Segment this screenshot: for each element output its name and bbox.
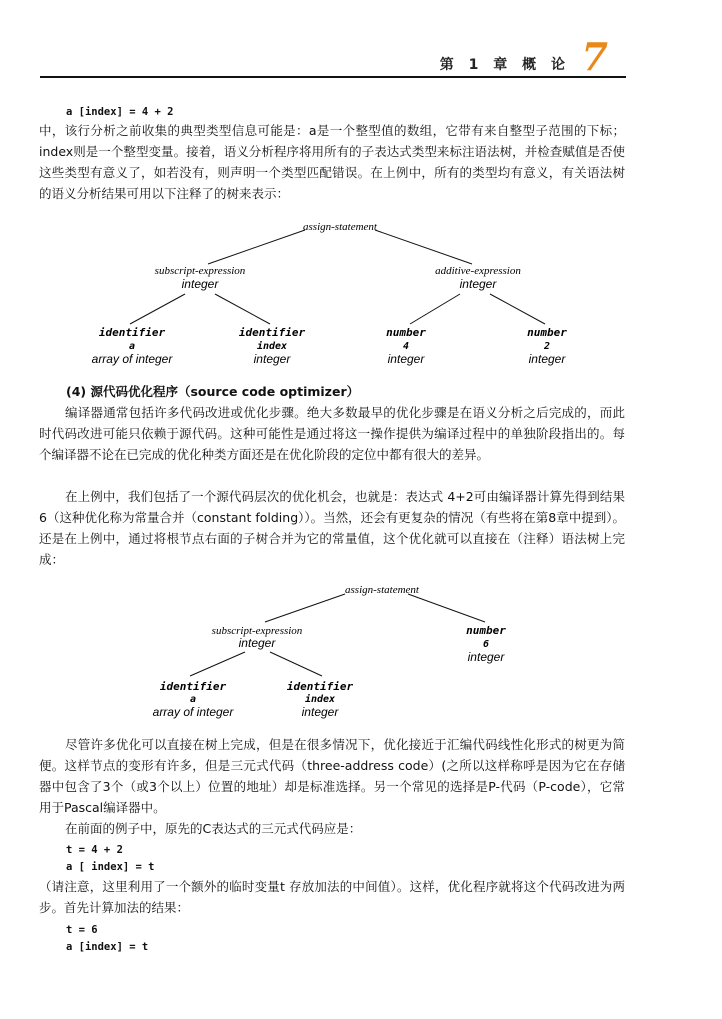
leaf-value: a bbox=[189, 694, 197, 705]
leaf-value: 2 bbox=[543, 341, 551, 352]
node-subscript-expression: subscript-expression bbox=[154, 265, 246, 277]
leaf-type: integer bbox=[387, 352, 425, 366]
page-header bbox=[40, 34, 626, 79]
leaf-kind: number bbox=[527, 326, 567, 339]
paragraph-1: 中，该行分析之前收集的典型类型信息可能是：a是一个整型值的数组，它带有来自整型子范围的下标；index则是一个整型变量。接着，语义分析程序将用所有的子表达式类型来标注语法树，并检查赋值是否使这些类型有意义了，如若没有，则声明一个类型匹配错误。在上例中，所有的类型均有意义，有关语法树的语义分析结果可用以下注释了的树来表示： bbox=[39, 123, 625, 201]
leaf-type: integer bbox=[253, 352, 291, 366]
node-number: number bbox=[466, 624, 506, 637]
node-value: 6 bbox=[482, 639, 490, 650]
node-type: integer bbox=[181, 277, 219, 291]
code-line: a [index] = 4 + 2 bbox=[66, 106, 174, 118]
page-number: 7 bbox=[581, 34, 608, 79]
node-type: integer bbox=[467, 650, 505, 664]
leaf-type: integer bbox=[528, 352, 566, 366]
leaf-value: index bbox=[256, 341, 288, 352]
paragraph-3: 在上例中，我们包括了一个源代码层次的优化机会，也就是：表达式 4+2可由编译器计算先得到结果6（这种优化称为常量合并（constant folding））。当然，还会有更复杂的情况（有些将在第8章中提到）。还是在上例中，通过将根节点右面的子树合并为它的常量值，这个优化就可以直接在（注释）语法树上完成： bbox=[39, 489, 625, 567]
paragraph-6: （请注意，这里利用了一个额外的临时变量t 存放加法的中间值）。这样，优化程序就将这个代码改进为两步。首先计算加法的结果： bbox=[39, 879, 625, 915]
annotated-syntax-tree-2 bbox=[140, 580, 560, 725]
leaf-kind: identifier bbox=[159, 680, 227, 693]
leaf-type: integer bbox=[301, 705, 339, 719]
leaf-value: index bbox=[304, 694, 336, 705]
leaf-value: a bbox=[128, 341, 136, 352]
node-type: integer bbox=[238, 636, 276, 650]
chapter-title: 第 1 章 概 论 bbox=[439, 57, 570, 73]
node-root: assign-statement bbox=[345, 584, 419, 596]
code-line: a [index] = t bbox=[66, 941, 149, 953]
code-line: t = 4 + 2 bbox=[66, 844, 123, 856]
leaf-kind: identifier bbox=[98, 326, 166, 339]
leaf-type: array of integer bbox=[152, 705, 234, 719]
node-type: integer bbox=[459, 277, 497, 291]
leaf-type: array of integer bbox=[91, 352, 173, 366]
leaf-kind: identifier bbox=[238, 326, 306, 339]
annotated-syntax-tree-1 bbox=[80, 216, 600, 374]
header-rule bbox=[40, 76, 626, 78]
paragraph-4: 尽管许多优化可以直接在树上完成，但是在很多情况下，优化接近于汇编代码线性化形式的树更为简便。这样节点的变形有许多，但是三元式代码（three-address code）(之所以这样称呼是因为它在存储器中包含了3个（或3个以上）位置的地址）却是标准选择。另一个常见的选择是P-代码（P-code），它常用于Pascal编译器中。 bbox=[39, 737, 625, 815]
node-root: assign-statement bbox=[303, 221, 377, 233]
node-additive-expression: additive-expression bbox=[435, 265, 521, 277]
code-line: a [ index] = t bbox=[66, 861, 155, 873]
paragraph-5: 在前面的例子中，原先的C表达式的三元式代码应是： bbox=[65, 821, 362, 836]
leaf-value: 4 bbox=[402, 341, 410, 352]
section-heading: (4) 源代码优化程序（source code optimizer） bbox=[66, 384, 360, 399]
node-subscript-expression: subscript-expression bbox=[211, 625, 303, 637]
leaf-kind: identifier bbox=[286, 680, 354, 693]
code-line: t = 6 bbox=[66, 924, 98, 936]
leaf-kind: number bbox=[386, 326, 426, 339]
paragraph-2: 编译器通常包括许多代码改进或优化步骤。绝大多数最早的优化步骤是在语义分析之后完成的，而此时代码改进可能只依赖于源代码。这种可能性是通过将这一操作提供为编译过程中的单独阶段指出的。每个编译器不论在已完成的优化种类方面还是在优化阶段的定位中都有很大的差异。 bbox=[39, 405, 625, 462]
